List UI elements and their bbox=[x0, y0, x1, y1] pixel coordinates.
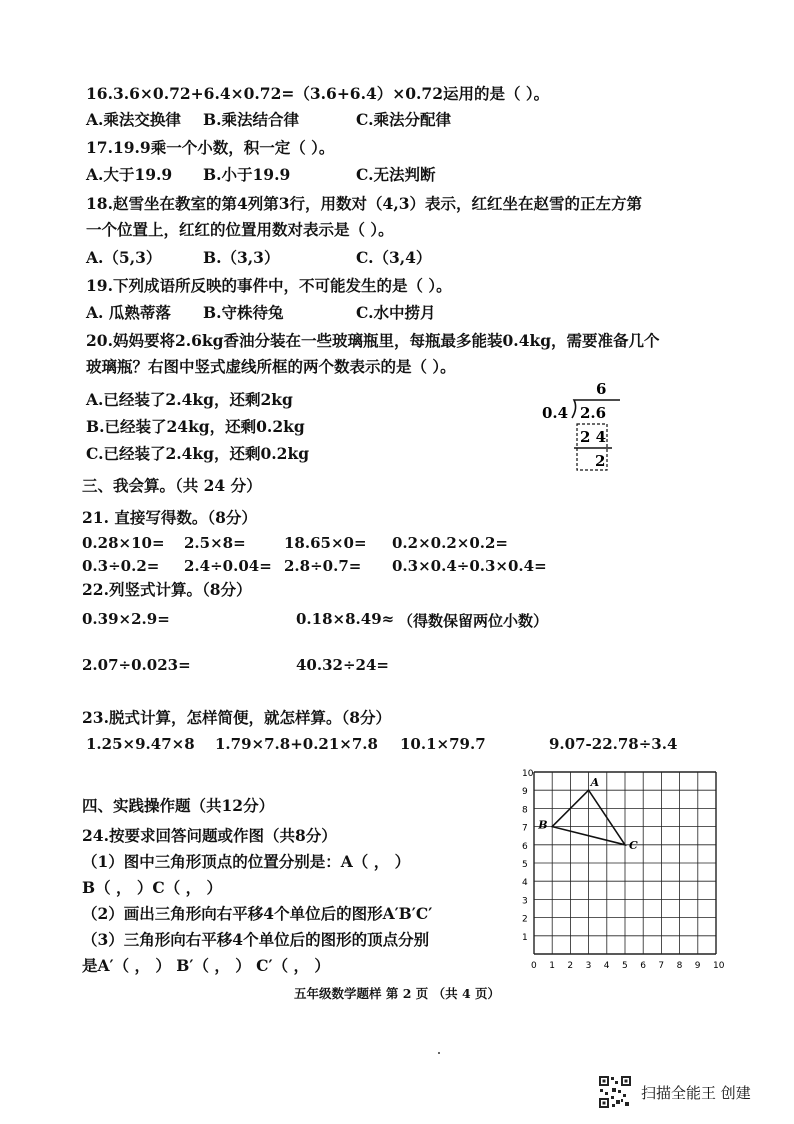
q22-note: （得数保留两位小数） bbox=[398, 612, 549, 630]
long-division-figure bbox=[540, 378, 630, 478]
q20-stem-line2: 玻璃瓶？右图中竖式虚线所框的两个数表示的是（ ）。 bbox=[86, 357, 456, 376]
q18-option-c: C.（3,4） bbox=[356, 248, 432, 267]
division-quotient: 6 bbox=[596, 380, 607, 398]
division-remainder: 2 bbox=[595, 452, 606, 470]
vertex-label-c: C bbox=[629, 838, 638, 852]
q23-item: 1.25×9.47×8 bbox=[86, 735, 195, 753]
q19-option-b: B.守株待兔 bbox=[203, 303, 284, 322]
q23-item: 9.07-22.78÷3.4 bbox=[549, 735, 678, 753]
speck bbox=[438, 1052, 440, 1054]
q18-option-b: B.（3,3） bbox=[203, 248, 280, 267]
q23-title: 23.脱式计算，怎样简便，就怎样算。（8分） bbox=[82, 708, 392, 727]
q24-line1: （1）图中三角形顶点的位置分别是：A（ ， ） bbox=[82, 852, 411, 871]
x-tick-label: 0 bbox=[531, 961, 537, 971]
y-tick-label: 10 bbox=[522, 769, 534, 779]
q19-option-c: C.水中捞月 bbox=[356, 303, 436, 322]
q19-stem: 19.下列成语所反映的事件中，不可能发生的是（ ）。 bbox=[86, 276, 452, 295]
x-tick-label: 5 bbox=[622, 961, 628, 971]
q23-item: 10.1×79.7 bbox=[400, 735, 486, 753]
q21-item: 0.28×10= bbox=[82, 534, 165, 552]
division-divisor: 0.4 bbox=[542, 404, 569, 422]
x-tick-label: 9 bbox=[694, 961, 701, 971]
y-tick-label: 1 bbox=[522, 932, 528, 943]
qr-code-icon bbox=[598, 1075, 632, 1109]
y-tick-label: 2 bbox=[522, 914, 528, 925]
q17-stem: 17.19.9乘一个小数，积一定（ ）。 bbox=[86, 138, 335, 157]
q16-option-c: C.乘法分配律 bbox=[356, 110, 451, 129]
q20-option-a: A.已经装了2.4kg，还剩2kg bbox=[86, 390, 293, 409]
page-footer: 五年级数学题样 第 2 页 （共 4 页） bbox=[293, 986, 500, 1001]
q17-option-c: C.无法判断 bbox=[356, 165, 436, 184]
division-dividend: 2.6 bbox=[580, 404, 607, 422]
q22-item: 2.07÷0.023= bbox=[82, 656, 191, 674]
q16-option-a: A.乘法交换律 bbox=[86, 110, 181, 129]
x-tick-label: 7 bbox=[658, 961, 665, 971]
y-tick-label: 6 bbox=[522, 841, 528, 852]
x-tick-label: 2 bbox=[567, 961, 574, 971]
section-3-title: 三、我会算。（共 24 分） bbox=[82, 476, 262, 495]
grid-lines bbox=[534, 772, 716, 954]
q18-option-a: A.（5,3） bbox=[86, 248, 162, 267]
x-tick-label: 6 bbox=[640, 961, 646, 971]
coordinate-grid bbox=[516, 769, 726, 974]
division-product: 2 4 bbox=[580, 428, 607, 446]
q19-option-a: A. 瓜熟蒂落 bbox=[86, 303, 171, 322]
q20-stem-line1: 20.妈妈要将2.6kg香油分装在一些玻璃瓶里，每瓶最多能装0.4kg，需要准备几个 bbox=[86, 331, 660, 350]
q21-item: 2.8÷0.7= bbox=[284, 557, 362, 575]
q18-stem-line2: 一个位置上，红红的位置用数对表示是（ ）。 bbox=[86, 220, 394, 239]
q17-option-b: B.小于19.9 bbox=[203, 165, 291, 184]
q20-option-c: C.已经装了2.4kg，还剩0.2kg bbox=[86, 444, 310, 463]
q21-item: 2.5×8= bbox=[184, 534, 246, 552]
x-tick-label: 3 bbox=[585, 961, 592, 971]
q21-title: 21. 直接写得数。（8分） bbox=[82, 508, 257, 527]
q24-line2: B（ ， ）C（ ， ） bbox=[82, 878, 223, 897]
y-tick-label: 9 bbox=[522, 787, 528, 798]
brand-watermark: 扫描全能王 创建 bbox=[641, 1084, 751, 1102]
q22-title: 22.列竖式计算。（8分） bbox=[82, 580, 252, 599]
x-tick-label: 10 bbox=[713, 961, 725, 971]
q16-option-b: B.乘法结合律 bbox=[203, 110, 299, 129]
y-tick-label: 7 bbox=[522, 823, 528, 834]
q18-stem-line1: 18.赵雪坐在教室的第4列第3行，用数对（4,3）表示，红红坐在赵雪的正左方第 bbox=[86, 194, 643, 213]
q21-item: 0.3÷0.2= bbox=[82, 557, 160, 575]
q23-item: 1.79×7.8+0.21×7.8 bbox=[215, 735, 378, 753]
section-4-title: 四、实践操作题（共12分） bbox=[82, 796, 275, 815]
q16-stem: 16.3.6×0.72+6.4×0.72=（3.6+6.4）×0.72运用的是（ ）。 bbox=[86, 84, 550, 103]
q20-option-b: B.已经装了24kg，还剩0.2kg bbox=[86, 417, 305, 436]
y-tick-label: 5 bbox=[522, 860, 528, 870]
q21-item: 2.4÷0.04= bbox=[184, 557, 272, 575]
x-tick-label: 8 bbox=[676, 961, 683, 971]
vertex-label-a: A bbox=[590, 776, 600, 790]
q22-item: 0.18×8.49≈ bbox=[296, 610, 395, 628]
q22-item: 40.32÷24= bbox=[296, 656, 389, 674]
q21-item: 0.2×0.2×0.2= bbox=[392, 534, 508, 552]
q21-item: 0.3×0.4÷0.3×0.4= bbox=[392, 557, 547, 575]
q24-line5: 是A′（ ， ） B′（ ， ） C′（ ， ） bbox=[82, 956, 330, 975]
y-tick-label: 4 bbox=[522, 878, 528, 889]
vertex-label-b: B bbox=[538, 818, 548, 832]
q17-option-a: A.大于19.9 bbox=[86, 165, 173, 184]
x-tick-label: 4 bbox=[603, 961, 610, 971]
q24-line3: （2）画出三角形向右平移4个单位后的图形A′B′C′ bbox=[82, 904, 433, 923]
x-tick-label: 1 bbox=[549, 961, 555, 971]
q24-line4: （3）三角形向右平移4个单位后的图形的顶点分别 bbox=[82, 930, 430, 949]
q24-title: 24.按要求回答问题或作图（共8分） bbox=[82, 826, 337, 845]
q22-item: 0.39×2.9= bbox=[82, 610, 170, 628]
y-tick-label: 8 bbox=[522, 805, 528, 816]
y-tick-label: 3 bbox=[522, 896, 528, 907]
q21-item: 18.65×0= bbox=[284, 534, 367, 552]
